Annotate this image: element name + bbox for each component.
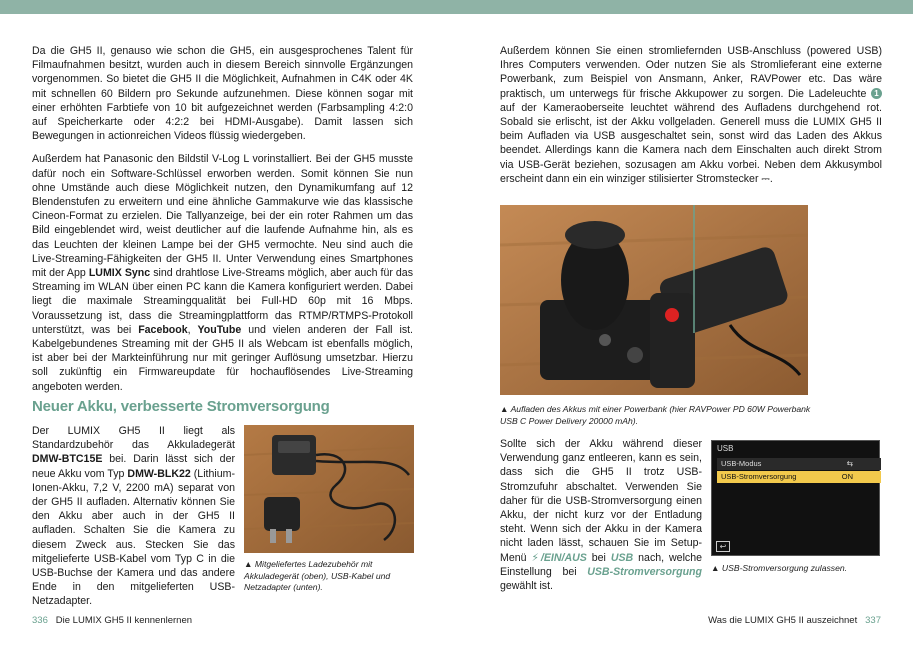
footer-right	[708, 615, 881, 626]
text-run: Außerdem können Sie einen stromliefernden USB-Anschluss (powered USB) Ihres Computers verwenden. Oder nutzen Sie als Stromlieferant eine externe Powerbank, zum Beispiel von Ansmann, Anker, RAVPower etc. Das wäre praktisch, um unterwegs für frische Akkupower zu sorgen. Die Ladeleuchte	[500, 45, 882, 100]
menu-row-usb-mode	[717, 458, 881, 470]
callout-badge: 1	[871, 88, 882, 99]
page-number-left: 336	[32, 615, 48, 626]
youtube-term: YouTube	[197, 323, 242, 336]
section-heading: Neuer Akku, verbesserte Stromversorgung	[32, 398, 330, 415]
powerbank-charging-photo	[500, 205, 808, 395]
menu-row-label: USB-Stromversorgung	[721, 472, 797, 481]
text-run: ,	[187, 323, 198, 336]
text-run: bei. Darin lässt sich der neue Akku vom Typ	[32, 453, 235, 480]
footer-left	[32, 615, 192, 626]
left-paragraph-1: Da die GH5 II, genauso wie schon die GH5, ein ausgesprochenes Talent für Filmaufnahmen besitzt, wurden auch in diesem Bereich sinnvolle Ergänzungen vorgenommen. So bietet die GH5 II die Möglichkeit, Aufnahmen in C4K oder 4K mit schnellen 60 Bildern pro Sekunde aufzunehmen. Diese können sogar mit einer erhöhten Farbtiefe von 10 bit aufgezeichnet werden (Farbsampling 4:2:0 auf Speicherkarte oder 4:2:2 bei HDMI-Ausgabe). Damit lassen sich Bewegungen in actionreichen Videos flüssig wiedergeben.	[32, 45, 413, 143]
battery-model: DMW-BLK22	[127, 467, 191, 480]
menu-row-label: USB-Modus	[721, 459, 762, 468]
lumix-sync-term: LUMIX Sync	[88, 267, 151, 280]
menu-title: USB	[717, 444, 734, 453]
left-body-text	[32, 44, 413, 403]
caption-charger-photo: ▲ Mitgeliefertes Ladezubehör mit Akkuladegerät (oben), USB-Kabel und Netzadapter (unten).	[244, 559, 391, 593]
camera-usb-menu-screenshot	[711, 440, 880, 556]
menu-ref-usb-power: USB-Stromversorgung	[587, 565, 702, 578]
right-paragraph-1	[500, 44, 882, 186]
top-color-bar	[0, 0, 913, 14]
text-run: Der LUMIX GH5 II liegt als Standardzubehör das Akkuladegerät	[32, 425, 235, 452]
text-run: Außerdem hat Panasonic den Bildstil V-Log L vorinstalliert. Bei der GH5 musste dafür noch ein Software-Schlüssel erworben werden. Somit können Sie nun ohne Umstände auch diese Möglichkeit nutzen, den Dynamikumfang auf 12 Blendenstufen zu erweitern und eine ähnliche Gammakurve wie das klassische Cineon-Format zu erzielen. Die Tallyanzeige, bei der ein roter Rahmen um das Bild eingeblendet wird, weist deutlicher auf die laufende Aufnahme hin, als es das Leuchten der kleinen Lampe bei der GH5 vermochte. Neu sind auch die Live-Streaming-Fähigkeiten der GH5 II. Unter Verwendung eines Smartphones mit der App	[32, 153, 413, 280]
usb-mode-icon: ⇆	[846, 459, 853, 468]
charger-accessories-photo	[244, 425, 414, 553]
text-run: nach, welche Einstellung bei	[500, 551, 702, 578]
back-icon: ↩	[716, 541, 730, 552]
charger-model: DMW-BTC15E	[32, 453, 103, 466]
right-body-text	[500, 44, 882, 195]
facebook-term: Facebook	[138, 323, 188, 336]
menu-row-usb-power	[717, 471, 881, 483]
caption-powerbank-photo: ▲ Aufladen des Akkus mit einer Powerbank (hier RAVPower PD 60W Powerbank USB C Power Delivery 20000 mAh).	[500, 404, 811, 426]
running-title-left: Die LUMIX GH5 II kennenlernen	[55, 615, 193, 626]
usb-power-section-text	[500, 437, 702, 593]
text-run: und vielen anderen der Fall ist. Kabelgebundenes Streaming mit der GH5 II als Webcam ist ebenfalls möglich, ist aber bei der Markteinführung nur mit geringer Auflösung umsetzbar. Hierzu soll zukünftig ein Firmwareupdate für hochauflösendes Live-Streaming angeboten werden.	[32, 323, 414, 393]
battery-section-text	[32, 424, 235, 609]
caption-menu: ▲ USB-Stromversorgung zulassen.	[711, 563, 848, 573]
page-number-right: 337	[865, 615, 881, 626]
text-run: sind drahtlose Live-Streams möglich, aber auch für das Streaming im WLAN über einen PC kann die Kamera konfiguriert werden. Dabei liegt die maximale Streamingqualität bei Full-HD 60p mit 16 Mbps. Voraussetzung ist, dass die Streamingplattform das RTMP/RTMPS-Protokoll unterstützt, was bei	[32, 267, 413, 336]
text-run: gewählt ist.	[500, 580, 553, 593]
left-paragraph-2	[32, 152, 413, 393]
running-title-right: Was die LUMIX GH5 II auszeichnet	[708, 615, 858, 626]
text-run: Sollte sich der Akku während dieser Verwendung ganz entleeren, kann es sein, dass sich die GH5 II trotz USB-Stromzufuhr abschaltet. Verwenden Sie daher für die USB-Stromversorgung einen Akku, der nicht kurz vor der Entladung steht. Wenn sich der Akku in der Kamera nicht laden lässt, schauen Sie im Setup-Menü	[500, 438, 702, 564]
text-run: (Lithium-Ionen-Akku, 7,2 V, 2200 mA) separat von der GH5 II aufladen. Alternativ können Sie den Akku aber auch in der GH5 II aufladen. Schalten Sie die Kamera zu diesem Zweck aus. Stecken Sie das mitgelieferte USB-Kabel vom Typ C in die USB-Buchse der Kamera und das andere Ende in den mitgelieferten USB-Netzadapter.	[32, 467, 235, 608]
text-run: auf der Kameraoberseite leuchtet während des Aufladens durchgehend rot. Sobald sie erlischt, ist der Akku vollgeladen. Generell muss die LUMIX GH5 II beim Aufladen via USB ausgeschaltet sein, sonst wird das Laden des Akkus beendet. Allerdings kann die Kamera nach dem Einschalten auch direkt Strom via USB-Gerät beziehen, sozusagen am Akku vorbei. Neben dem Akkusymbol erscheint dann ein ein winziger stilisierter Stromstecker ⎓.	[500, 101, 882, 185]
menu-ref-usb: USB	[610, 551, 634, 564]
menu-row-value: ON	[841, 472, 853, 481]
menu-ref-on-off: ⚡/EIN/AUS	[531, 551, 587, 564]
text-run: bei	[586, 551, 611, 564]
